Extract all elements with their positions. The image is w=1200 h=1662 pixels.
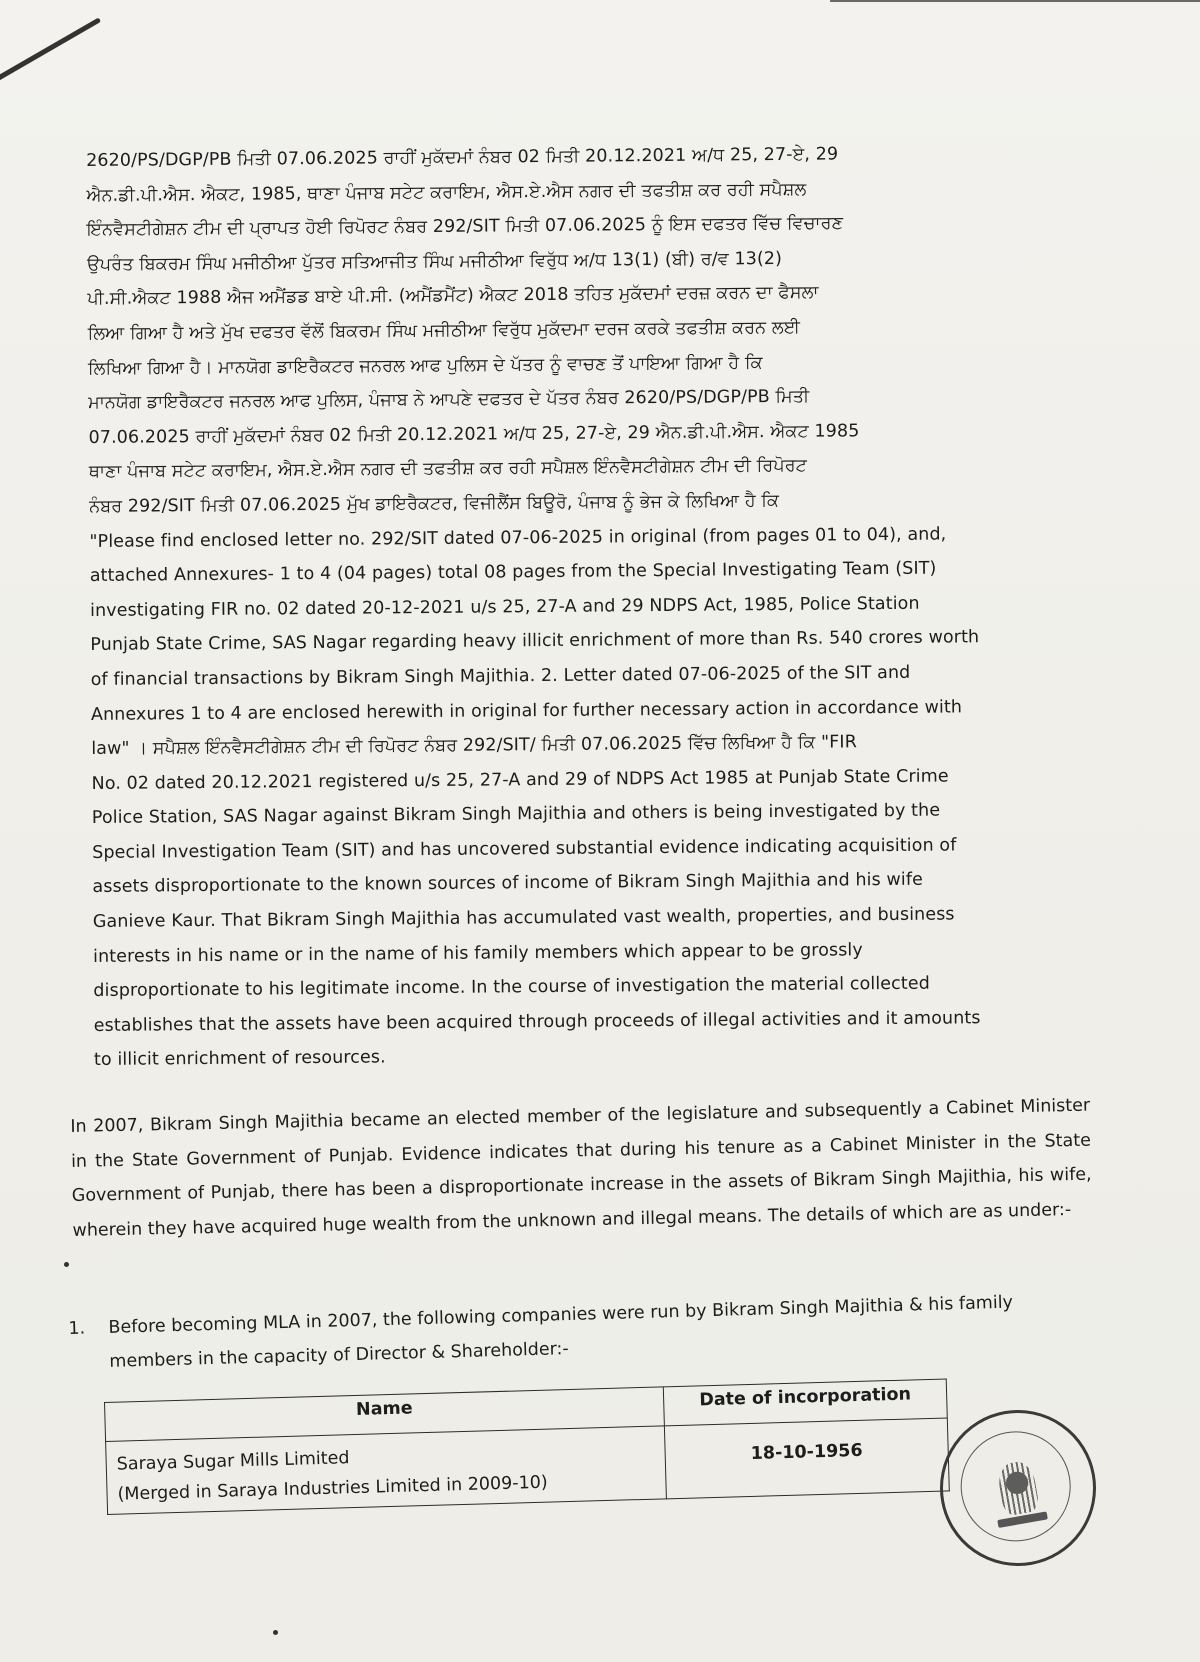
vigilance-seal-stamp: [928, 1398, 1109, 1579]
column-header-date: Date of incorporation: [663, 1379, 947, 1426]
body-line: ਨੰਬਰ 292/SIT ਮਿਤੀ 07.06.2025 ਮੁੱਖ ਡਾਇਰੈਕਟਰ, ਵਿਜੀਲੈਂਸ ਬਿਊਰੋ, ਪੰਜਾਬ ਨੂੰ ਭੇਜ ਕੇ ਲਿਖਿਆ ਹੈ ਕਿ: [89, 490, 780, 517]
body-line: establishes that the assets have been acquired through proceeds of illegal activities and it amounts: [93, 1008, 981, 1036]
body-line: Ganieve Kaur. That Bikram Singh Majithia has accumulated vast wealth, properties, and business: [92, 904, 955, 933]
body-line: interests in his name or in the name of his family members which appear to be grossly: [93, 939, 863, 967]
column-header-name: Name: [105, 1387, 665, 1442]
stray-dot: [273, 1630, 278, 1635]
main-paragraph: [86, 135, 1114, 1078]
body-line: 07.06.2025 ਰਾਹੀਂ ਮੁਕੱਦਮਾਂ ਨੰਬਰ 02 ਮਿਤੀ 20.12.2021 ਅ/ਧ 25, 27-ਏ, 29 ਐਨ.ਡੀ.ਪੀ.ਐਸ. ਐਕਟ 1985: [88, 421, 860, 448]
company-name-cell: [106, 1426, 667, 1515]
body-line: ਐਨ.ਡੀ.ਪੀ.ਐਸ. ਐਕਟ, 1985, ਥਾਣਾ ਪੰਜਾਬ ਸਟੇਟ ਕਰਾਇਮ, ਐਸ.ਏ.ਐਸ ਨਗਰ ਦੀ ਤਫਤੀਸ਼ ਕਰ ਰਹੀ ਸਪੈਸ਼ਲ: [86, 179, 807, 206]
body-line: ਲਿਖਿਆ ਗਿਆ ਹੈ। ਮਾਨਯੋਗ ਡਾਇਰੈਕਟਰ ਜਨਰਲ ਆਫ ਪੁਲਿਸ ਦੇ ਪੱਤਰ ਨੂੰ ਵਾਚਣ ਤੋਂ ਪਾਇਆ ਗਿਆ ਹੈ ਕਿ: [87, 352, 763, 379]
stamp-inner-ring: [952, 1423, 1079, 1550]
top-border-line: [830, 0, 1200, 2]
body-line: No. 02 dated 20.12.2021 registered u/s 25, 27-A and 29 of NDPS Act 1985 at Punjab State Crime: [91, 766, 949, 794]
body-line: "Please find enclosed letter no. 292/SIT dated 07-06-2025 in original (from pages 01 to 04), and,: [89, 524, 947, 552]
body-line: Police Station, SAS Nagar against Bikram Singh Majithia and others is being investigated by the: [91, 800, 941, 829]
body-line: ਥਾਣਾ ਪੰਜਾਬ ਸਟੇਟ ਕਰਾਇਮ, ਐਸ.ਏ.ਐਸ ਨਗਰ ਦੀ ਤਫਤੀਸ਼ ਕਰ ਰਹੀ ਸਪੈਸ਼ਲ ਇੰਨਵੈਸਟੀਗੇਸ਼ਨ ਟੀਮ ਦੀ ਰਿਪੋਰਟ: [88, 456, 808, 483]
stray-dot: [64, 1262, 69, 1267]
emblem-base: [997, 1511, 1048, 1528]
body-line: ਉਪਰੰਤ ਬਿਕਰਮ ਸਿੰਘ ਮਜੀਠੀਆ ਪੁੱਤਰ ਸਤਿਆਜੀਤ ਸਿੰਘ ਮਜੀਠੀਆ ਵਿਰੁੱਧ ਅ/ਧ 13(1) (ਬੀ) ਰ/ਵ 13(2): [86, 248, 783, 275]
body-line: ਲਿਆ ਗਿਆ ਹੈ ਅਤੇ ਮੁੱਖ ਦਫਤਰ ਵੱਲੋਂ ਬਿਕਰਮ ਸਿੰਘ ਮਜੀਠੀਆ ਵਿਰੁੱਧ ਮੁਕੱਦਮਾ ਦਰਜ ਕਰਕੇ ਤਫਤੀਸ਼ ਕਰਨ ਲਈ: [87, 317, 801, 344]
body-line: ਇੰਨਵੈਸਟੀਗੇਸ਼ਨ ਟੀਮ ਦੀ ਪ੍ਰਾਪਤ ਹੋਈ ਰਿਪੋਰਟ ਨੰਬਰ 292/SIT ਮਿਤੀ 07.06.2025 ਨੂੰ ਇਸ ਦਫਤਰ ਵਿੱਚ ਵਿਚਾਰਣ: [86, 213, 844, 241]
body-line: 2620/PS/DGP/PB ਮਿਤੀ 07.06.2025 ਰਾਹੀਂ ਮੁਕੱਦਮਾਂ ਨੰਬਰ 02 ਮਿਤੀ 20.12.2021 ਅ/ਧ 25, 27-ਏ, 29: [86, 144, 839, 171]
corner-pen-mark: [0, 17, 101, 96]
company-merge-note: (Merged in Saraya Industries Limited in 2009-10): [117, 1472, 548, 1505]
body-line: Punjab State Crime, SAS Nagar regarding heavy illicit enrichment of more than Rs. 540 crores worth: [90, 627, 980, 656]
body-line: of financial transactions by Bikram Singh Majithia. 2. Letter dated 07-06-2025 of the SIT and: [90, 662, 911, 690]
body-line: assets disproportionate to the known sources of income of Bikram Singh Majithia and his wife: [92, 870, 924, 898]
body-line: investigating FIR no. 02 dated 20-12-2021 u/s 25, 27-A and 29 NDPS Act, 1985, Police Station: [89, 593, 920, 621]
body-line: Annexures 1 to 4 are enclosed herewith in original for further necessary action in accordance with: [90, 696, 963, 725]
body-line: disproportionate to his legitimate income. In the course of investigation the material collected: [93, 973, 930, 1002]
company-name: Saraya Sugar Mills Limited: [116, 1448, 350, 1475]
companies-table: [104, 1378, 950, 1514]
emblem-icon: [996, 1459, 1040, 1516]
body-line: law" । ਸਪੈਸ਼ਲ ਇੰਨਵੈਸਟੀਗੇਸ਼ਨ ਟੀਮ ਦੀ ਰਿਪੋਰਟ ਨੰਬਰ 292/SIT/ ਮਿਤੀ 07.06.2025 ਵਿੱਚ ਲਿਖਿਆ ਹੈ ਕਿ "FIR: [91, 732, 858, 760]
body-line: ਮਾਨਯੋਗ ਡਾਇਰੈਕਟਰ ਜਨਰਲ ਆਫ ਪੁਲਿਸ, ਪੰਜਾਬ ਨੇ ਆਪਣੇ ਦਫਤਰ ਦੇ ਪੱਤਰ ਨੰਬਰ 2620/PS/DGP/PB ਮਿਤੀ: [88, 386, 810, 414]
body-line: to illicit enrichment of resources.: [93, 1047, 386, 1071]
body-line: ਪੀ.ਸੀ.ਐਕਟ 1988 ਐਜ ਅਮੈਂਡਡ ਬਾਏ ਪੀ.ਸੀ. (ਅਮੈਂਡਮੈਂਟ) ਐਕਟ 2018 ਤਹਿਤ ਮੁਕੱਦਮਾਂ ਦਰਜ਼ ਕਰਨ ਦਾ ਫੈਸਲਾ: [87, 282, 819, 310]
incorporation-date: 18-10-1956: [664, 1418, 949, 1499]
body-line: attached Annexures- 1 to 4 (04 pages) total 08 pages from the Special Investigating Team (SIT): [89, 558, 937, 587]
list-text: Before becoming MLA in 2007, the following companies were run by Bikram Singh Majithia & his family members in the capacity of Director & Shareholder:-: [108, 1292, 1014, 1372]
list-item: [68, 1284, 1088, 1372]
body-line: Special Investigation Team (SIT) and has uncovered substantial evidence indicating acquisition of: [92, 835, 957, 863]
list-number: 1.: [68, 1318, 86, 1339]
paragraph-2007: In 2007, Bikram Singh Majithia became an elected member of the legislature and subsequently a Cabinet Minister in the State Government of Punjab. Evidence indicates that during his tenure as a Cabinet Minister in the State Government of Punjab, there has been a disproportionate increase in the assets of Bikram Singh Majithia, his wife, wherein they have acquired huge wealth from the unknown and illegal means. The details of which are as under:-: [70, 1095, 1092, 1241]
